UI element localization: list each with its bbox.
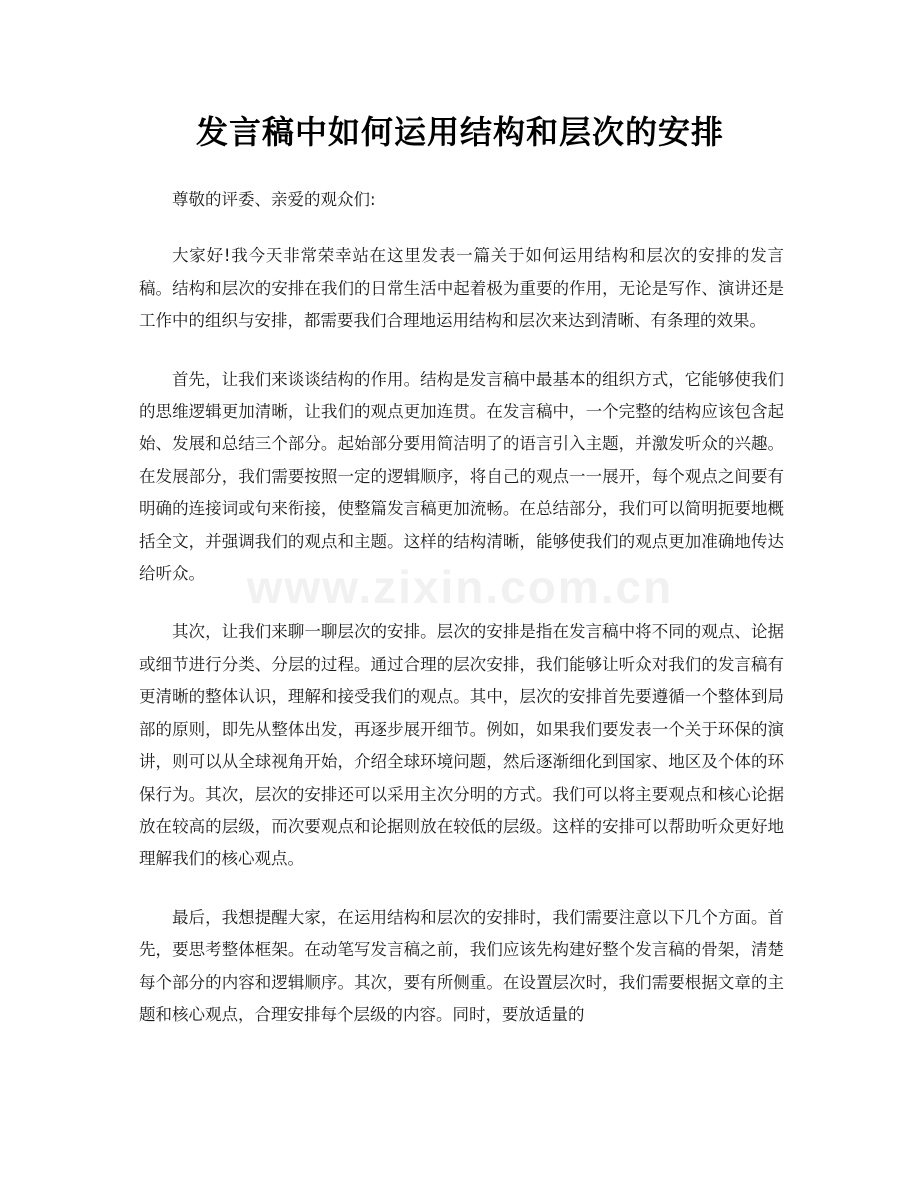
document-body [139, 184, 784, 1057]
greeting-line: 尊敬的评委、亲爱的观众们: [172, 190, 376, 209]
paragraph-conclusion: 最后，我想提醒大家，在运用结构和层次的安排时，我们需要注意以下几个方面。首先，要思考整体框架。在动笔写发言稿之前，我们应该先构建好整个发言稿的骨架，清楚每个部分的内容和逻辑顺序。其次，要有所侧重。在设置层次时，我们需要根据文章的主题和核心观点，合理安排每个层级的内容。同时，要放适量的 [139, 907, 784, 1024]
document-title: 发言稿中如何运用结构和层次的安排 [195, 113, 724, 151]
paragraph-intro: 大家好!我今天非常荣幸站在这里发表一篇关于如何运用结构和层次的安排的发言稿。结构和层次的安排在我们的日常生活中起着极为重要的作用，无论是写作、演讲还是工作中的组织与安排，都需要我们合理地运用结构和层次来达到清晰、有条理的效果。 [139, 246, 784, 331]
paragraph-hierarchy: 其次，让我们来聊一聊层次的安排。层次的安排是指在发言稿中将不同的观点、论据或细节进行分类、分层的过程。通过合理的层次安排，我们能够让听众对我们的发言稿有更清晰的整体认识，理解和接受我们的观点。其中，层次的安排首先要遵循一个整体到局部的原则，即先从整体出发，再逐步展开细节。例如，如果我们要发表一个关于环保的演讲，则可以从全球视角开始，介绍全球环境问题，然后逐渐细化到国家、地区及个体的环保行为。其次，层次的安排还可以采用主次分明的方式。我们可以将主要观点和核心论据放在较高的层级，而次要观点和论据则放在较低的层级。这样的安排可以帮助听众更好地理解我们的核心观点。 [139, 622, 784, 869]
paragraph-structure: 首先，让我们来谈谈结构的作用。结构是发言稿中最基本的组织方式，它能够使我们的思维逻辑更加清晰，让我们的观点更加连贯。在发言稿中，一个完整的结构应该包含起始、发展和总结三个部分。起始部分要用简洁明了的语言引入主题，并激发听众的兴趣。在发展部分，我们需要按照一定的逻辑顺序，将自己的观点一一展开，每个观点之间要有明确的连接词或句来衔接，使整篇发言稿更加流畅。在总结部分，我们可以简明扼要地概括全文，并强调我们的观点和主题。这样的结构清晰，能够使我们的观点更加准确地传达给听众。 [139, 369, 784, 584]
watermark-text: www.zixin.com.cn [246, 561, 674, 613]
